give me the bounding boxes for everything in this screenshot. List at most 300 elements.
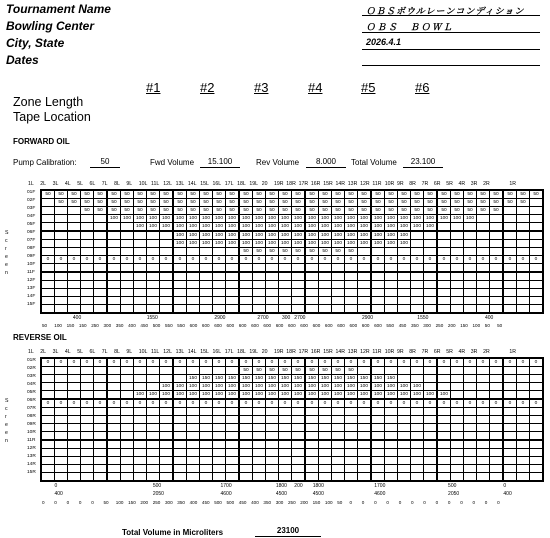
oil-cell[interactable]: 100 <box>292 240 306 248</box>
oil-cell[interactable] <box>94 297 108 305</box>
oil-cell[interactable]: 50 <box>332 248 345 256</box>
oil-cell[interactable]: 100 <box>200 223 213 232</box>
oil-cell[interactable] <box>41 289 55 297</box>
oil-cell[interactable] <box>147 457 160 465</box>
oil-cell[interactable] <box>55 449 68 457</box>
oil-cell[interactable] <box>55 473 68 482</box>
oil-cell[interactable]: 0 <box>530 399 544 408</box>
oil-cell[interactable] <box>517 281 530 289</box>
oil-cell[interactable] <box>437 449 451 457</box>
oil-cell[interactable] <box>55 289 68 297</box>
oil-cell[interactable] <box>292 473 306 482</box>
oil-cell[interactable]: 50 <box>160 190 174 199</box>
oil-cell[interactable]: 0 <box>266 358 279 367</box>
oil-cell[interactable]: 100 <box>411 391 424 400</box>
oil-cell[interactable] <box>253 424 266 432</box>
oil-cell[interactable]: 0 <box>187 399 200 408</box>
oil-cell[interactable] <box>68 416 81 424</box>
oil-cell[interactable] <box>517 391 530 400</box>
oil-cell[interactable] <box>451 465 464 473</box>
oil-cell[interactable]: 0 <box>411 256 424 264</box>
oil-cell[interactable]: 100 <box>319 223 332 232</box>
oil-cell[interactable]: 100 <box>332 240 345 248</box>
oil-cell[interactable] <box>41 272 55 281</box>
oil-cell[interactable]: 50 <box>345 199 358 207</box>
oil-cell[interactable] <box>424 408 438 416</box>
oil-cell[interactable]: 50 <box>292 207 306 215</box>
oil-cell[interactable] <box>68 264 81 273</box>
oil-cell[interactable] <box>55 297 68 305</box>
oil-cell[interactable] <box>213 248 226 256</box>
oil-cell[interactable] <box>503 449 517 457</box>
oil-cell[interactable] <box>464 367 477 375</box>
oil-cell[interactable] <box>266 305 279 314</box>
oil-cell[interactable] <box>398 289 411 297</box>
oil-cell[interactable] <box>55 367 68 375</box>
oil-cell[interactable] <box>319 281 332 289</box>
oil-cell[interactable] <box>424 297 438 305</box>
oil-cell[interactable]: 0 <box>451 256 464 264</box>
oil-cell[interactable]: 50 <box>477 207 490 215</box>
oil-cell[interactable]: 50 <box>371 199 385 207</box>
oil-cell[interactable]: 0 <box>398 358 411 367</box>
oil-cell[interactable] <box>213 449 226 457</box>
oil-cell[interactable] <box>305 449 319 457</box>
oil-cell[interactable] <box>121 264 134 273</box>
oil-cell[interactable] <box>371 289 385 297</box>
oil-cell[interactable]: 0 <box>213 399 226 408</box>
oil-cell[interactable]: 0 <box>41 399 55 408</box>
oil-cell[interactable]: 0 <box>345 399 358 408</box>
oil-cell[interactable] <box>517 473 530 482</box>
oil-cell[interactable] <box>358 281 372 289</box>
oil-cell[interactable] <box>68 297 81 305</box>
oil-cell[interactable]: 50 <box>239 190 253 199</box>
oil-cell[interactable] <box>517 240 530 248</box>
oil-cell[interactable]: 50 <box>134 199 147 207</box>
oil-cell[interactable] <box>173 440 187 449</box>
oil-cell[interactable]: 50 <box>319 367 332 375</box>
oil-cell[interactable]: 100 <box>187 223 200 232</box>
oil-cell[interactable]: 100 <box>213 231 226 240</box>
oil-cell[interactable] <box>55 223 68 232</box>
oil-cell[interactable] <box>385 281 398 289</box>
oil-cell[interactable] <box>200 297 213 305</box>
oil-cell[interactable] <box>107 465 121 473</box>
oil-cell[interactable] <box>213 473 226 482</box>
oil-cell[interactable] <box>385 424 398 432</box>
oil-cell[interactable] <box>503 383 517 391</box>
oil-cell[interactable] <box>517 223 530 232</box>
oil-cell[interactable] <box>464 440 477 449</box>
oil-cell[interactable] <box>68 408 81 416</box>
oil-cell[interactable] <box>147 473 160 482</box>
oil-cell[interactable]: 0 <box>398 256 411 264</box>
oil-cell[interactable]: 100 <box>371 383 385 391</box>
oil-cell[interactable] <box>68 289 81 297</box>
oil-cell[interactable] <box>398 424 411 432</box>
oil-cell[interactable] <box>94 248 108 256</box>
oil-cell[interactable] <box>358 473 372 482</box>
oil-cell[interactable] <box>398 367 411 375</box>
oil-cell[interactable] <box>187 272 200 281</box>
oil-cell[interactable]: 100 <box>358 215 372 223</box>
oil-cell[interactable] <box>134 408 147 416</box>
oil-cell[interactable] <box>411 440 424 449</box>
oil-cell[interactable] <box>41 432 55 441</box>
oil-cell[interactable] <box>345 457 358 465</box>
oil-cell[interactable] <box>147 231 160 240</box>
oil-cell[interactable] <box>292 457 306 465</box>
oil-cell[interactable]: 50 <box>173 190 187 199</box>
oil-cell[interactable]: 50 <box>398 207 411 215</box>
oil-cell[interactable]: 100 <box>398 223 411 232</box>
oil-cell[interactable] <box>424 440 438 449</box>
oil-cell[interactable]: 100 <box>147 215 160 223</box>
oil-cell[interactable] <box>134 449 147 457</box>
oil-cell[interactable] <box>503 432 517 441</box>
oil-cell[interactable] <box>239 281 253 289</box>
oil-cell[interactable] <box>358 457 372 465</box>
oil-cell[interactable] <box>385 408 398 416</box>
oil-cell[interactable] <box>160 432 174 441</box>
oil-cell[interactable] <box>160 297 174 305</box>
oil-cell[interactable]: 100 <box>332 215 345 223</box>
oil-cell[interactable] <box>411 264 424 273</box>
oil-cell[interactable]: 50 <box>279 207 292 215</box>
oil-cell[interactable] <box>319 473 332 482</box>
oil-cell[interactable] <box>94 223 108 232</box>
oil-cell[interactable]: 100 <box>266 231 279 240</box>
oil-cell[interactable] <box>345 264 358 273</box>
oil-cell[interactable] <box>517 367 530 375</box>
oil-cell[interactable]: 0 <box>239 399 253 408</box>
oil-cell[interactable]: 50 <box>266 199 279 207</box>
oil-cell[interactable] <box>477 305 490 314</box>
oil-cell[interactable]: 0 <box>437 256 451 264</box>
oil-cell[interactable] <box>385 297 398 305</box>
oil-cell[interactable]: 50 <box>437 190 451 199</box>
oil-cell[interactable]: 100 <box>253 240 266 248</box>
oil-cell[interactable]: 50 <box>279 248 292 256</box>
oil-cell[interactable] <box>213 408 226 416</box>
oil-cell[interactable] <box>187 473 200 482</box>
oil-cell[interactable] <box>451 473 464 482</box>
oil-cell[interactable] <box>477 465 490 473</box>
oil-cell[interactable] <box>187 457 200 465</box>
oil-cell[interactable] <box>358 424 372 432</box>
oil-cell[interactable]: 50 <box>239 248 253 256</box>
oil-cell[interactable] <box>437 264 451 273</box>
oil-cell[interactable]: 50 <box>226 207 240 215</box>
oil-cell[interactable]: 50 <box>68 199 81 207</box>
oil-cell[interactable] <box>226 424 240 432</box>
oil-cell[interactable]: 100 <box>332 223 345 232</box>
oil-cell[interactable]: 50 <box>319 207 332 215</box>
oil-cell[interactable]: 0 <box>41 358 55 367</box>
oil-cell[interactable]: 100 <box>147 391 160 400</box>
oil-cell[interactable] <box>332 305 345 314</box>
oil-cell[interactable] <box>503 424 517 432</box>
oil-cell[interactable] <box>371 457 385 465</box>
oil-cell[interactable]: 100 <box>253 391 266 400</box>
oil-cell[interactable] <box>253 408 266 416</box>
oil-cell[interactable]: 0 <box>292 256 306 264</box>
oil-cell[interactable] <box>160 473 174 482</box>
oil-cell[interactable] <box>490 215 504 223</box>
oil-cell[interactable] <box>490 440 504 449</box>
oil-cell[interactable]: 50 <box>200 190 213 199</box>
oil-cell[interactable]: 50 <box>371 207 385 215</box>
oil-cell[interactable] <box>530 432 544 441</box>
oil-cell[interactable] <box>464 457 477 465</box>
oil-cell[interactable] <box>55 248 68 256</box>
oil-cell[interactable] <box>68 223 81 232</box>
oil-cell[interactable] <box>200 289 213 297</box>
oil-cell[interactable] <box>266 408 279 416</box>
oil-cell[interactable]: 50 <box>305 190 319 199</box>
oil-cell[interactable] <box>517 424 530 432</box>
oil-cell[interactable]: 100 <box>239 215 253 223</box>
oil-cell[interactable] <box>239 432 253 441</box>
oil-cell[interactable]: 100 <box>305 391 319 400</box>
oil-cell[interactable] <box>121 440 134 449</box>
oil-cell[interactable] <box>213 440 226 449</box>
oil-cell[interactable] <box>332 432 345 441</box>
oil-cell[interactable]: 50 <box>437 207 451 215</box>
oil-cell[interactable]: 0 <box>358 256 372 264</box>
oil-cell[interactable]: 50 <box>305 199 319 207</box>
oil-cell[interactable] <box>94 375 108 383</box>
oil-cell[interactable] <box>477 289 490 297</box>
oil-cell[interactable] <box>134 367 147 375</box>
oil-cell[interactable] <box>213 297 226 305</box>
oil-cell[interactable] <box>173 375 187 383</box>
oil-cell[interactable]: 50 <box>107 190 121 199</box>
oil-cell[interactable] <box>55 272 68 281</box>
oil-cell[interactable] <box>121 305 134 314</box>
oil-cell[interactable]: 0 <box>160 358 174 367</box>
oil-cell[interactable] <box>239 473 253 482</box>
oil-cell[interactable]: 50 <box>239 367 253 375</box>
oil-cell[interactable] <box>200 457 213 465</box>
oil-cell[interactable] <box>200 305 213 314</box>
oil-cell[interactable] <box>107 231 121 240</box>
oil-cell[interactable] <box>160 449 174 457</box>
oil-cell[interactable] <box>94 281 108 289</box>
oil-cell[interactable] <box>173 264 187 273</box>
oil-cell[interactable] <box>319 416 332 424</box>
oil-cell[interactable] <box>160 248 174 256</box>
oil-cell[interactable] <box>94 424 108 432</box>
oil-cell[interactable]: 0 <box>173 256 187 264</box>
oil-cell[interactable] <box>358 440 372 449</box>
oil-cell[interactable]: 100 <box>305 223 319 232</box>
oil-cell[interactable] <box>477 449 490 457</box>
oil-cell[interactable] <box>319 432 332 441</box>
oil-cell[interactable] <box>226 440 240 449</box>
oil-cell[interactable] <box>134 375 147 383</box>
oil-cell[interactable]: 0 <box>226 358 240 367</box>
oil-cell[interactable] <box>173 297 187 305</box>
oil-cell[interactable]: 50 <box>358 199 372 207</box>
oil-cell[interactable]: 100 <box>173 240 187 248</box>
oil-cell[interactable] <box>477 272 490 281</box>
oil-cell[interactable] <box>226 473 240 482</box>
oil-cell[interactable]: 100 <box>411 215 424 223</box>
oil-cell[interactable] <box>371 367 385 375</box>
oil-cell[interactable]: 150 <box>332 375 345 383</box>
oil-cell[interactable] <box>173 272 187 281</box>
oil-cell[interactable] <box>68 391 81 400</box>
oil-cell[interactable]: 100 <box>292 223 306 232</box>
oil-cell[interactable] <box>121 367 134 375</box>
oil-cell[interactable] <box>411 281 424 289</box>
oil-cell[interactable] <box>503 465 517 473</box>
oil-cell[interactable] <box>305 264 319 273</box>
oil-cell[interactable] <box>319 305 332 314</box>
oil-cell[interactable] <box>411 416 424 424</box>
oil-cell[interactable] <box>292 432 306 441</box>
oil-cell[interactable] <box>160 465 174 473</box>
oil-cell[interactable] <box>279 289 292 297</box>
oil-cell[interactable] <box>68 272 81 281</box>
oil-cell[interactable] <box>503 408 517 416</box>
oil-cell[interactable]: 50 <box>345 207 358 215</box>
oil-cell[interactable] <box>398 375 411 383</box>
oil-cell[interactable] <box>398 449 411 457</box>
oil-cell[interactable] <box>200 281 213 289</box>
oil-cell[interactable] <box>477 473 490 482</box>
oil-cell[interactable]: 0 <box>411 399 424 408</box>
oil-cell[interactable] <box>424 264 438 273</box>
oil-cell[interactable]: 100 <box>279 391 292 400</box>
oil-cell[interactable] <box>266 289 279 297</box>
oil-cell[interactable] <box>160 272 174 281</box>
oil-cell[interactable] <box>121 432 134 441</box>
oil-cell[interactable]: 50 <box>345 248 358 256</box>
oil-cell[interactable] <box>398 272 411 281</box>
oil-cell[interactable]: 100 <box>319 231 332 240</box>
oil-cell[interactable] <box>345 440 358 449</box>
oil-cell[interactable] <box>134 297 147 305</box>
oil-cell[interactable]: 0 <box>424 358 438 367</box>
oil-cell[interactable] <box>345 272 358 281</box>
oil-cell[interactable] <box>411 231 424 240</box>
oil-cell[interactable] <box>437 367 451 375</box>
oil-cell[interactable] <box>266 465 279 473</box>
oil-cell[interactable]: 150 <box>226 375 240 383</box>
oil-cell[interactable]: 100 <box>239 391 253 400</box>
oil-cell[interactable] <box>279 408 292 416</box>
oil-cell[interactable] <box>517 264 530 273</box>
oil-cell[interactable]: 0 <box>477 399 490 408</box>
oil-cell[interactable]: 0 <box>503 256 517 264</box>
oil-cell[interactable]: 0 <box>55 358 68 367</box>
oil-cell[interactable]: 100 <box>279 231 292 240</box>
oil-cell[interactable] <box>371 440 385 449</box>
oil-cell[interactable]: 100 <box>437 215 451 223</box>
oil-cell[interactable] <box>41 465 55 473</box>
oil-cell[interactable] <box>134 416 147 424</box>
oil-cell[interactable] <box>55 305 68 314</box>
oil-cell[interactable] <box>41 449 55 457</box>
oil-cell[interactable] <box>81 289 94 297</box>
oil-cell[interactable] <box>253 457 266 465</box>
oil-cell[interactable] <box>451 264 464 273</box>
oil-cell[interactable]: 100 <box>187 240 200 248</box>
oil-cell[interactable] <box>200 440 213 449</box>
oil-cell[interactable]: 100 <box>226 240 240 248</box>
oil-cell[interactable]: 100 <box>358 240 372 248</box>
oil-cell[interactable] <box>121 416 134 424</box>
oil-cell[interactable] <box>358 264 372 273</box>
oil-cell[interactable]: 150 <box>253 375 266 383</box>
oil-cell[interactable] <box>121 240 134 248</box>
oil-cell[interactable] <box>253 297 266 305</box>
oil-cell[interactable]: 100 <box>332 231 345 240</box>
oil-cell[interactable]: 100 <box>253 383 266 391</box>
oil-cell[interactable] <box>187 248 200 256</box>
oil-cell[interactable]: 100 <box>319 383 332 391</box>
oil-cell[interactable]: 100 <box>398 215 411 223</box>
oil-cell[interactable]: 50 <box>305 248 319 256</box>
oil-cell[interactable]: 100 <box>266 223 279 232</box>
oil-cell[interactable]: 0 <box>332 358 345 367</box>
oil-cell[interactable] <box>200 473 213 482</box>
oil-cell[interactable] <box>464 264 477 273</box>
oil-cell[interactable]: 100 <box>213 215 226 223</box>
oil-cell[interactable] <box>94 440 108 449</box>
oil-cell[interactable] <box>358 465 372 473</box>
oil-cell[interactable] <box>226 408 240 416</box>
oil-cell[interactable]: 0 <box>253 256 266 264</box>
oil-cell[interactable]: 100 <box>358 231 372 240</box>
oil-cell[interactable]: 50 <box>451 190 464 199</box>
oil-cell[interactable] <box>385 305 398 314</box>
oil-cell[interactable] <box>398 281 411 289</box>
oil-cell[interactable] <box>345 297 358 305</box>
oil-cell[interactable] <box>411 424 424 432</box>
oil-cell[interactable] <box>345 473 358 482</box>
oil-cell[interactable] <box>517 231 530 240</box>
oil-cell[interactable] <box>107 440 121 449</box>
oil-cell[interactable] <box>398 297 411 305</box>
oil-cell[interactable] <box>437 383 451 391</box>
oil-cell[interactable]: 100 <box>424 391 438 400</box>
oil-cell[interactable]: 0 <box>358 399 372 408</box>
oil-cell[interactable]: 0 <box>332 399 345 408</box>
oil-cell[interactable]: 150 <box>213 375 226 383</box>
oil-cell[interactable] <box>424 449 438 457</box>
oil-cell[interactable] <box>530 416 544 424</box>
oil-cell[interactable] <box>464 383 477 391</box>
oil-cell[interactable]: 100 <box>226 391 240 400</box>
oil-cell[interactable] <box>173 305 187 314</box>
oil-cell[interactable]: 0 <box>226 399 240 408</box>
oil-cell[interactable]: 100 <box>173 391 187 400</box>
oil-cell[interactable] <box>266 272 279 281</box>
oil-cell[interactable] <box>358 248 372 256</box>
oil-cell[interactable] <box>503 248 517 256</box>
oil-cell[interactable] <box>55 457 68 465</box>
oil-cell[interactable] <box>68 231 81 240</box>
oil-cell[interactable]: 50 <box>437 199 451 207</box>
oil-cell[interactable]: 50 <box>147 199 160 207</box>
oil-cell[interactable] <box>332 473 345 482</box>
oil-cell[interactable] <box>503 440 517 449</box>
oil-cell[interactable] <box>226 272 240 281</box>
